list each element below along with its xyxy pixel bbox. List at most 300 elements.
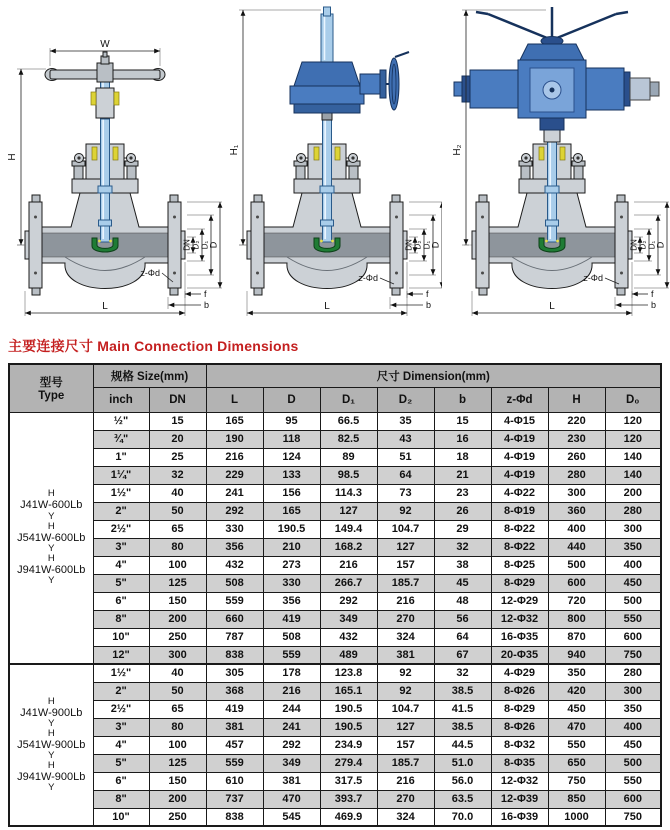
valve-body [239, 115, 415, 295]
col-header-8: H [548, 387, 605, 412]
dim-cell: 98.5 [320, 466, 377, 484]
table-row [9, 808, 661, 826]
dim-cell: 381 [377, 646, 434, 664]
dim-cell: 381 [206, 718, 263, 736]
dim-cell: 2½" [93, 700, 149, 718]
dim-cell: 4-Φ22 [491, 484, 548, 502]
dim-cell: 200 [149, 610, 206, 628]
dim-cell: 419 [263, 610, 320, 628]
dim-cell: 20 [149, 430, 206, 448]
dim-cell: 8" [93, 610, 149, 628]
table-row [9, 790, 661, 808]
model-line: H [47, 552, 55, 564]
dim-cell: 610 [206, 772, 263, 790]
dim-cell: 104.7 [377, 520, 434, 538]
dim-cell: 3" [93, 538, 149, 556]
dim-cell: 400 [548, 520, 605, 538]
dim-cell: 500 [548, 556, 605, 574]
dim-cell: 127 [377, 718, 434, 736]
dim-cell: 1½" [93, 484, 149, 502]
type-header-en: Type [38, 390, 65, 403]
dim-label-d: D [655, 241, 666, 249]
dim-cell: 241 [206, 484, 263, 502]
dim-cell: 4" [93, 556, 149, 574]
model-line: H [47, 760, 55, 772]
dim-cell: 432 [206, 556, 263, 574]
dim-cell: 125 [149, 574, 206, 592]
dim-cell: 356 [206, 538, 263, 556]
dim-label-bolt: z-Φd [140, 268, 160, 278]
column-header-row [9, 387, 661, 412]
dim-cell: 16-Φ35 [491, 628, 548, 646]
dim-cell: 82.5 [320, 430, 377, 448]
dim-cell: 125 [149, 754, 206, 772]
dim-cell: 12-Φ39 [491, 790, 548, 808]
dim-cell: 95 [263, 412, 320, 430]
model-line: H [47, 488, 55, 500]
dim-cell: 51.0 [434, 754, 491, 772]
model-line: Y [48, 510, 55, 522]
dim-cell: 489 [320, 646, 377, 664]
dim-cell: 220 [548, 412, 605, 430]
dim-label-w: W [100, 39, 110, 50]
dim-label-d: D [208, 241, 219, 249]
dim-cell: 8-Φ22 [491, 538, 548, 556]
dim-cell: 156 [263, 484, 320, 502]
dim-cell: ¾" [93, 430, 149, 448]
model-line: Y [48, 542, 55, 554]
dim-cell: 67 [434, 646, 491, 664]
dim-cell: 16 [434, 430, 491, 448]
col-header-5: D₂ [377, 387, 434, 412]
table-row [9, 502, 661, 520]
valve-body [17, 115, 193, 295]
dim-cell: 750 [548, 772, 605, 790]
dim-label-d2: D₂ [413, 240, 423, 250]
dim-cell: 100 [149, 736, 206, 754]
col-group-dimension: 尺寸 Dimension(mm) [206, 364, 661, 387]
group-header-row [9, 364, 661, 387]
dim-cell: 1½" [93, 664, 149, 682]
dim-cell: 8-Φ22 [491, 520, 548, 538]
table-row [9, 610, 661, 628]
dim-cell: 470 [263, 790, 320, 808]
dim-label-f: f [204, 289, 207, 299]
electric-actuator [454, 7, 659, 142]
dim-cell: 6" [93, 772, 149, 790]
dim-cell: 200 [149, 790, 206, 808]
dim-cell: 230 [548, 430, 605, 448]
dim-cell: 25 [149, 448, 206, 466]
dim-cell: 838 [206, 808, 263, 826]
bevel-gear-operator [290, 7, 409, 120]
dim-cell: 168.2 [320, 538, 377, 556]
dim-cell: 38.5 [434, 682, 491, 700]
dim-cell: 229 [206, 466, 263, 484]
dim-cell: 279.4 [320, 754, 377, 772]
model-line: Y [48, 782, 55, 794]
dim-cell: 4-Φ19 [491, 430, 548, 448]
dim-cell: 600 [605, 628, 661, 646]
dim-cell: 1¼" [93, 466, 149, 484]
model-line: J541W-600Lb [17, 531, 86, 544]
dim-cell: 8-Φ26 [491, 682, 548, 700]
dim-cell: 270 [377, 790, 434, 808]
dim-cell: 8-Φ29 [491, 574, 548, 592]
dim-cell: 216 [206, 448, 263, 466]
dim-cell: 720 [548, 592, 605, 610]
dim-cell: 20-Φ35 [491, 646, 548, 664]
col-header-7: z-Φd [491, 387, 548, 412]
dim-cell: 190.5 [263, 520, 320, 538]
dim-cell: 185.7 [377, 574, 434, 592]
dim-cell: 545 [263, 808, 320, 826]
dim-cell: 15 [434, 412, 491, 430]
dim-cell: 29 [434, 520, 491, 538]
dim-cell: 127 [320, 502, 377, 520]
dim-cell: 330 [263, 574, 320, 592]
dim-cell: 8-Φ26 [491, 718, 548, 736]
dim-cell: 48 [434, 592, 491, 610]
dim-label-d1: D₁ [422, 240, 432, 250]
type-cell [9, 664, 93, 826]
dim-cell: 45 [434, 574, 491, 592]
dim-cell: 100 [149, 556, 206, 574]
dim-cell: 8-Φ35 [491, 754, 548, 772]
dim-cell: 157 [377, 736, 434, 754]
dim-cell: 210 [263, 538, 320, 556]
model-line: J941W-900Lb [17, 771, 86, 784]
col-header-4: D₁ [320, 387, 377, 412]
model-line: J541W-900Lb [17, 738, 86, 751]
type-cell [9, 412, 93, 664]
dim-cell: 124 [263, 448, 320, 466]
dim-cell: 292 [320, 592, 377, 610]
table-row [9, 700, 661, 718]
table-body [9, 412, 661, 826]
dim-cell: 469.9 [320, 808, 377, 826]
dim-cell: 16-Φ39 [491, 808, 548, 826]
dim-cell: 8-Φ25 [491, 556, 548, 574]
dim-cell: 123.8 [320, 664, 377, 682]
dim-label-bolt: z-Φd [583, 273, 603, 283]
dim-cell: 850 [548, 790, 605, 808]
dim-cell: 1" [93, 448, 149, 466]
dim-cell: 190 [206, 430, 263, 448]
model-line: H [47, 695, 55, 707]
dim-cell: 12-Φ32 [491, 772, 548, 790]
dim-cell: 324 [377, 628, 434, 646]
dim-cell: 133 [263, 466, 320, 484]
dim-cell: 63.5 [434, 790, 491, 808]
dim-label-f: f [426, 289, 429, 299]
dim-cell: 300 [605, 682, 661, 700]
dim-cell: 80 [149, 538, 206, 556]
dim-cell: 2" [93, 682, 149, 700]
dim-label-b: b [651, 300, 657, 310]
model-line: J41W-600Lb [20, 499, 83, 512]
table-row [9, 448, 661, 466]
dim-cell: 800 [548, 610, 605, 628]
table-row [9, 772, 661, 790]
dim-cell: 165 [263, 502, 320, 520]
dim-cell: 870 [548, 628, 605, 646]
dim-cell: 4-Φ15 [491, 412, 548, 430]
dim-cell: 381 [263, 772, 320, 790]
dim-cell: 51 [377, 448, 434, 466]
dim-cell: 80 [149, 718, 206, 736]
dim-cell: 400 [605, 718, 661, 736]
dim-cell: 38 [434, 556, 491, 574]
dim-cell: 360 [548, 502, 605, 520]
dim-cell: 70.0 [434, 808, 491, 826]
dim-cell: 280 [605, 664, 661, 682]
col-header-0: inch [93, 387, 149, 412]
drawing-globe-valve-handwheel [0, 0, 228, 330]
model-line: J941W-600Lb [17, 563, 86, 576]
dim-cell: 150 [149, 772, 206, 790]
dim-label-l: L [324, 301, 330, 312]
dim-cell: 2½" [93, 520, 149, 538]
dim-cell: 120 [605, 430, 661, 448]
valve-drawings-row [0, 0, 670, 332]
dim-cell: 35 [377, 412, 434, 430]
dim-label-d2: D₂ [191, 240, 201, 250]
dim-cell: 350 [548, 664, 605, 682]
dim-cell: 273 [263, 556, 320, 574]
dim-cell: 450 [548, 700, 605, 718]
dim-cell: 292 [263, 736, 320, 754]
page-title-en: Main Connection Dimensions [97, 338, 299, 354]
dim-cell: 241 [263, 718, 320, 736]
dim-label-dn: DN [404, 239, 414, 251]
dim-cell: 44.5 [434, 736, 491, 754]
model-line: Y [48, 575, 55, 587]
dim-cell: 300 [149, 646, 206, 664]
dim-label-b: b [204, 300, 210, 310]
dim-cell: 292 [206, 502, 263, 520]
model-line: H [47, 727, 55, 739]
page-title [8, 336, 670, 356]
model-line: H [47, 520, 55, 532]
dim-cell: 349 [263, 754, 320, 772]
dim-cell: 114.3 [320, 484, 377, 502]
table-row [9, 628, 661, 646]
page-title-zh: 主要连接尺寸 [8, 338, 94, 354]
dim-cell: 32 [434, 664, 491, 682]
dim-cell: 750 [605, 646, 661, 664]
dim-cell: 10" [93, 808, 149, 826]
dim-cell: 73 [377, 484, 434, 502]
dim-label-h: H [7, 153, 18, 161]
dim-label-h1: H₁ [229, 144, 240, 156]
dim-cell: 266.7 [320, 574, 377, 592]
dim-cell: 12-Φ29 [491, 592, 548, 610]
col-header-6: b [434, 387, 491, 412]
dim-cell: 550 [605, 772, 661, 790]
dim-cell: 10" [93, 628, 149, 646]
dim-cell: 508 [206, 574, 263, 592]
dim-cell: 26 [434, 502, 491, 520]
table-row [9, 412, 661, 430]
dim-cell: 300 [548, 484, 605, 502]
dim-label-dn: DN [629, 239, 639, 251]
handwheel-assembly [45, 52, 165, 119]
dim-cell: 305 [206, 664, 263, 682]
dim-cell: 89 [320, 448, 377, 466]
dim-cell: 66.5 [320, 412, 377, 430]
dim-cell: 250 [149, 628, 206, 646]
table-row [9, 754, 661, 772]
dim-cell: 157 [377, 556, 434, 574]
dim-cell: 41.5 [434, 700, 491, 718]
dim-cell: 787 [206, 628, 263, 646]
dim-cell: 317.5 [320, 772, 377, 790]
dim-cell: 356 [263, 592, 320, 610]
dim-cell: 50 [149, 502, 206, 520]
dim-cell: 12" [93, 646, 149, 664]
dim-cell: 324 [377, 808, 434, 826]
dim-cell: 149.4 [320, 520, 377, 538]
col-group-size: 规格 Size(mm) [93, 364, 206, 387]
model-line: Y [48, 750, 55, 762]
dim-cell: 270 [377, 610, 434, 628]
type-header-zh: 型号 [39, 377, 63, 390]
table-row [9, 646, 661, 664]
dim-cell: 330 [206, 520, 263, 538]
table-row [9, 736, 661, 754]
dim-label-d2: D₂ [638, 240, 648, 250]
dim-cell: 300 [605, 520, 661, 538]
table-row [9, 592, 661, 610]
dim-cell: 500 [605, 592, 661, 610]
dim-cell: 120 [605, 412, 661, 430]
dim-cell: 65 [149, 700, 206, 718]
dim-cell: 200 [605, 484, 661, 502]
dim-cell: 15 [149, 412, 206, 430]
dim-cell: 18 [434, 448, 491, 466]
dim-cell: 234.9 [320, 736, 377, 754]
dim-label-d: D [430, 241, 441, 249]
dim-cell: 140 [605, 466, 661, 484]
dim-cell: 92 [377, 664, 434, 682]
dim-cell: 23 [434, 484, 491, 502]
dim-cell: 4" [93, 736, 149, 754]
dim-cell: 5" [93, 574, 149, 592]
dim-cell: 140 [605, 448, 661, 466]
col-header-2: L [206, 387, 263, 412]
dim-cell: 450 [605, 574, 661, 592]
dim-cell: 216 [377, 772, 434, 790]
dim-cell: ½" [93, 412, 149, 430]
dim-cell: 350 [605, 700, 661, 718]
dim-cell: 280 [548, 466, 605, 484]
dim-label-bolt: z-Φd [358, 273, 378, 283]
dim-cell: 280 [605, 502, 661, 520]
dim-label-h2: H₂ [452, 144, 463, 156]
dim-cell: 216 [263, 682, 320, 700]
dim-cell: 420 [548, 682, 605, 700]
dim-cell: 260 [548, 448, 605, 466]
dim-cell: 32 [149, 466, 206, 484]
dim-cell: 559 [206, 754, 263, 772]
dim-label-l: L [549, 301, 555, 312]
dim-label-l: L [102, 301, 108, 312]
dim-cell: 190.5 [320, 700, 377, 718]
dim-cell: 8-Φ32 [491, 736, 548, 754]
dim-cell: 660 [206, 610, 263, 628]
dim-cell: 440 [548, 538, 605, 556]
dim-cell: 64 [434, 628, 491, 646]
dim-cell: 190.5 [320, 718, 377, 736]
col-header-3: D [263, 387, 320, 412]
dim-cell: 56 [434, 610, 491, 628]
dim-cell: 737 [206, 790, 263, 808]
col-header-9: D₀ [605, 387, 661, 412]
dim-cell: 3" [93, 718, 149, 736]
dim-cell: 38.5 [434, 718, 491, 736]
dim-cell: 500 [605, 754, 661, 772]
dim-cell: 8" [93, 790, 149, 808]
table-row [9, 520, 661, 538]
drawing-globe-valve-electric [442, 0, 670, 330]
dim-cell: 165 [206, 412, 263, 430]
dim-cell: 178 [263, 664, 320, 682]
dim-cell: 104.7 [377, 700, 434, 718]
dim-cell: 32 [434, 538, 491, 556]
dim-cell: 127 [377, 538, 434, 556]
dim-cell: 4-Φ19 [491, 448, 548, 466]
drawing-globe-valve-bevel-gear [228, 0, 442, 330]
dim-cell: 600 [548, 574, 605, 592]
dim-cell: 40 [149, 664, 206, 682]
dim-cell: 150 [149, 592, 206, 610]
dim-cell: 56.0 [434, 772, 491, 790]
dim-label-d1: D₁ [200, 240, 210, 250]
dim-cell: 165.1 [320, 682, 377, 700]
dim-cell: 43 [377, 430, 434, 448]
dim-cell: 550 [548, 736, 605, 754]
dim-cell: 8-Φ19 [491, 502, 548, 520]
dim-cell: 470 [548, 718, 605, 736]
dim-cell: 92 [377, 682, 434, 700]
dim-cell: 250 [149, 808, 206, 826]
dimension-table [8, 363, 662, 827]
dim-label-b: b [426, 300, 432, 310]
table-row [9, 574, 661, 592]
dim-cell: 4-Φ29 [491, 664, 548, 682]
dim-cell: 838 [206, 646, 263, 664]
dim-cell: 4-Φ19 [491, 466, 548, 484]
dim-cell: 600 [605, 790, 661, 808]
dim-cell: 508 [263, 628, 320, 646]
dim-cell: 185.7 [377, 754, 434, 772]
table-row [9, 538, 661, 556]
dim-cell: 64 [377, 466, 434, 484]
table-row [9, 466, 661, 484]
table-row [9, 430, 661, 448]
dim-cell: 40 [149, 484, 206, 502]
dim-cell: 457 [206, 736, 263, 754]
dim-cell: 940 [548, 646, 605, 664]
dim-cell: 432 [320, 628, 377, 646]
dim-cell: 21 [434, 466, 491, 484]
dim-cell: 419 [206, 700, 263, 718]
dim-cell: 92 [377, 502, 434, 520]
dim-cell: 750 [605, 808, 661, 826]
table-row [9, 556, 661, 574]
dim-cell: 5" [93, 754, 149, 772]
